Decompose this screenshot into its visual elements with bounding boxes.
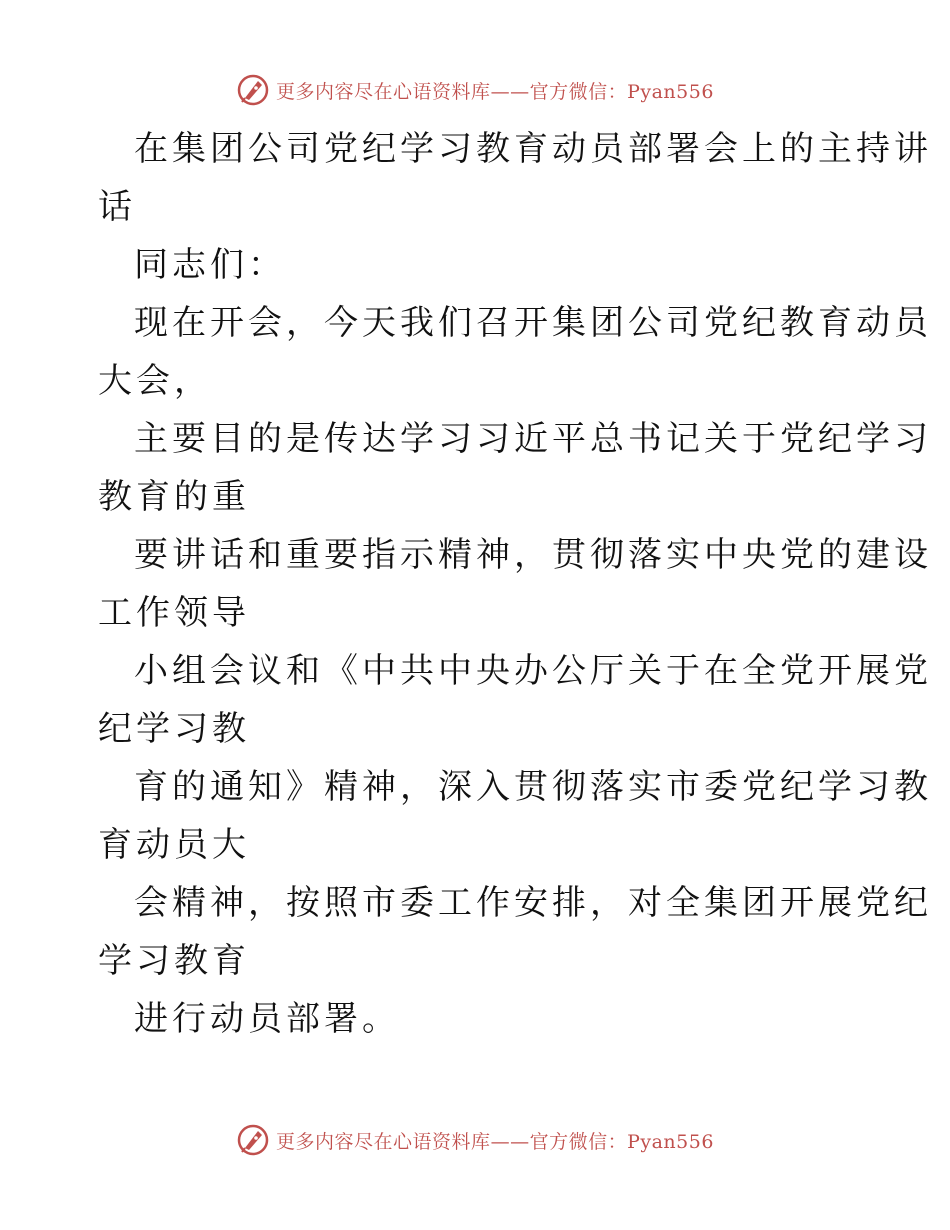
- watermark-wechat-label: 官方微信：: [529, 80, 628, 103]
- paragraph-line: 主要目的是传达学习习近平总书记关于党纪学习: [134, 419, 932, 459]
- watermark-separator: ——: [490, 80, 530, 103]
- watermark-wechat-label: 官方微信：: [529, 1130, 628, 1153]
- paragraph-line: 工作领导: [98, 593, 250, 633]
- header-watermark: [0, 70, 950, 110]
- footer-watermark: [0, 1120, 950, 1160]
- watermark-separator: ——: [490, 1130, 530, 1153]
- watermark-wechat-id: Pyan556: [627, 80, 714, 103]
- pen-nib-logo-icon: [236, 73, 270, 107]
- watermark-wechat-id: Pyan556: [627, 1130, 714, 1153]
- watermark-main-text: 更多内容尽在心语资料库: [276, 80, 491, 103]
- salutation: 同志们：: [134, 245, 286, 285]
- paragraph-line: 小组会议和《中共中央办公厅关于在全党开展党: [134, 651, 932, 691]
- document-body: [98, 120, 932, 1048]
- paragraph-line: 纪学习教: [98, 709, 250, 749]
- paragraph-line: 现在开会，今天我们召开集团公司党纪教育动员: [134, 303, 932, 343]
- title-line-1: 在集团公司党纪学习教育动员部署会上的主持讲: [134, 129, 932, 169]
- pen-nib-logo-icon: [236, 1123, 270, 1157]
- paragraph-line: 学习教育: [98, 941, 250, 981]
- paragraph-line: 育动员大: [98, 825, 250, 865]
- paragraph-line: 进行动员部署。: [134, 999, 400, 1039]
- paragraph-line: 会精神，按照市委工作安排，对全集团开展党纪: [134, 883, 932, 923]
- title-line-2: 话: [98, 187, 136, 227]
- paragraph-line: 育的通知》精神，深入贯彻落实市委党纪学习教: [134, 767, 932, 807]
- watermark-main-text: 更多内容尽在心语资料库: [276, 1130, 491, 1153]
- paragraph-line: 要讲话和重要指示精神，贯彻落实中央党的建设: [134, 535, 932, 575]
- paragraph-line: 大会，: [98, 361, 212, 401]
- paragraph-line: 教育的重: [98, 477, 250, 517]
